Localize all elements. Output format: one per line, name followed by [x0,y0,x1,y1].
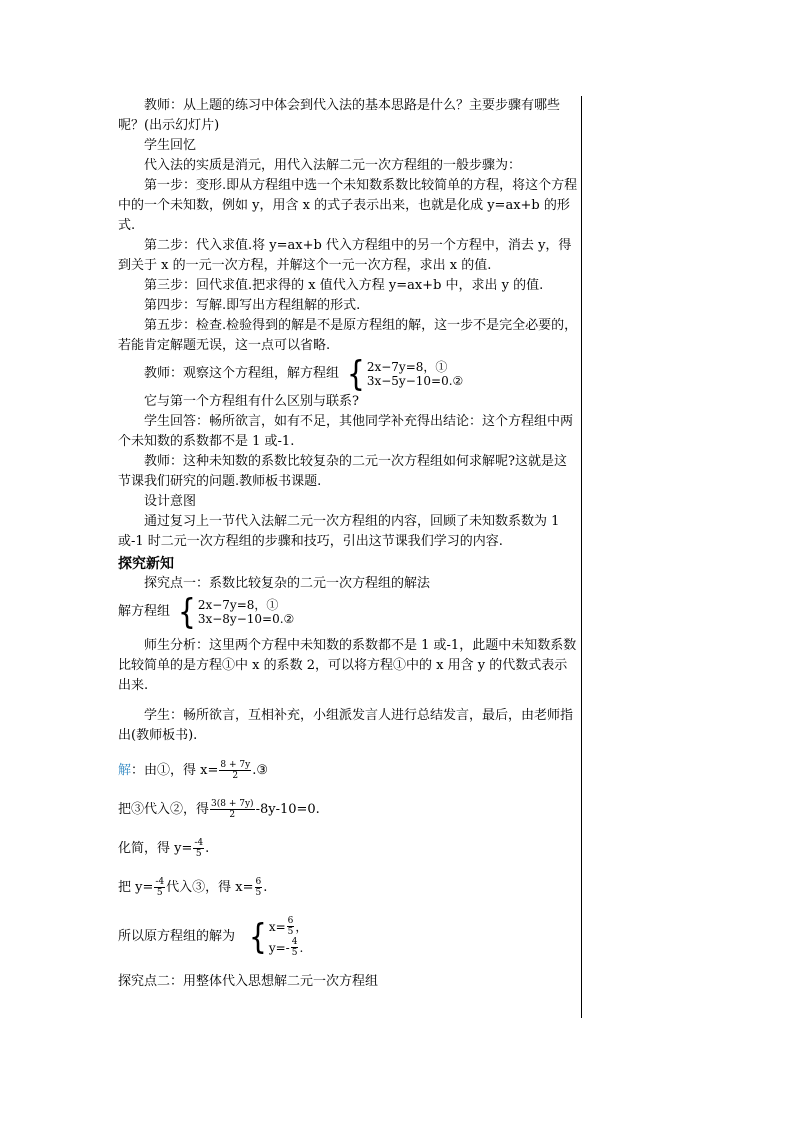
fraction-denominator: 2 [229,810,236,820]
fraction [193,838,204,859]
step-one: 第一步：变形.即从方程组中选一个未知数系数比较简单的方程，将这个方程中的一个未知数，例如 y，用含 x 的式子表示出来，也就是化成 y=ax+b 的形式. [118,178,578,233]
teacher-transition: 教师：这种未知数的系数比较复杂的二元一次方程组如何求解呢?这就是这节课我们研究的问题.教师板书课题. [118,454,567,489]
solution-step-2 [118,799,578,820]
system1-equation-1: 2x−7y=8，① [366,360,448,374]
solution-step-4-text: 把 y= [118,879,154,895]
section-heading: 探究新知 [118,556,174,572]
step-three: 第三步：回代求值.把求得的 x 值代入方程 y=ax+b 中，求出 y 的值. [144,278,544,293]
fraction [219,760,251,781]
final-solution-system [249,916,307,958]
step-five: 第五步：检查.检验得到的解是不是原方程组的解，这一步不是完全必要的，若能肯定解题无误，这一点可以省略. [118,318,578,353]
step-two: 第二步：代入求值.将 y=ax+b 代入方程组中的另一个方程中，消去 y，得到关于 x 的一元一次方程，并解这个一元一次方程，求出 x 的值. [118,238,572,273]
solution-step-1 [118,760,578,781]
fraction [210,799,255,820]
solution-final [118,916,578,958]
solution-step-3-end: . [205,840,210,856]
fraction-numerator: 8 + 7y [220,760,251,770]
solution-step-3 [118,838,578,859]
exploration-point-one: 探究点一：系数比较复杂的二元一次方程组的解法 [144,576,431,591]
fraction-numerator: 6 [287,916,294,926]
system2-equation-2: 3x−8y−10=0.② [197,612,295,626]
teacher-observe-text: 教师：观察这个方程组，解方程组 [144,366,340,381]
teacher-equation-row [118,352,578,394]
student-discussion: 学生：畅所欲言，互相补充，小组派发言人进行总结发言，最后，由老师指出(教师板书). [118,708,574,743]
method-intro: 代入法的实质是消元，用代入法解二元一次方程组的一般步骤为： [144,158,522,173]
solution-label: 解 [118,762,132,778]
solution-y-end: . [299,940,304,955]
solution-step-4-mid: 代入③，得 x= [166,879,254,895]
solution-x-label: x= [268,919,286,934]
lesson-document [118,96,578,992]
equation-system-2 [178,590,295,632]
fraction-denominator: 5 [287,927,294,937]
teacher-question: 教师：从上题的练习中体会到代入法的基本思路是什么？主要步骤有哪些呢？(出示幻灯片) [118,98,561,133]
step-four: 第四步：写解.即写出方程组解的形式. [144,298,361,313]
fraction-numerator: 6 [255,877,262,887]
student-answer: 学生回答：畅所欲言，如有不足，其他同学补充得出结论：这个方程组中两个未知数的系数都不是 1 或-1. [118,414,574,449]
fraction-denominator: 5 [291,948,298,958]
solution-step-2-text: 把③代入②，得 [118,801,210,817]
system2-equation-1: 2x−7y=8，① [197,598,279,612]
equation-system-1 [347,352,464,394]
left-brace-icon: { [249,915,267,957]
solution-step-4-end: . [263,879,268,895]
fraction-numerator: 4 [291,937,298,947]
solution-step-3-text: 化简，得 y= [118,840,193,856]
fraction-denominator: 5 [255,888,262,898]
design-intent-text: 通过复习上一节代入法解二元一次方程组的内容，回顾了未知数系数为 1 或-1 时二元一次方程组的步骤和技巧，引出这节课我们学习的内容. [118,514,560,549]
solution-y-label: y=- [268,940,290,955]
fraction [287,916,295,937]
fraction-numerator: -4 [194,838,204,848]
solution-step-1-end: .③ [252,762,268,778]
analysis-text: 师生分析：这里两个方程中未知数的系数都不是 1 或-1，此题中未知数系数比较简单的是方程①中 x 的系数 2，可以将方程①中的 x 用含 y 的代数式表示出来. [118,638,577,693]
student-recall-label: 学生回忆 [144,138,197,153]
final-solution-text: 所以原方程组的解为 [118,929,236,944]
solution-x-end: ， [295,919,308,934]
solution-step-1-text: ：由①，得 x= [131,762,219,778]
difference-question: 它与第一个方程组有什么区别与联系? [144,394,359,409]
fraction-denominator: 2 [232,771,239,781]
left-brace-icon: { [347,352,365,394]
fraction [255,877,263,898]
solution-step-2-end: -8y-10=0. [255,801,320,817]
fraction-numerator: -4 [155,877,165,887]
fraction [154,877,165,898]
fraction-denominator: 5 [156,888,163,898]
fraction-denominator: 5 [195,849,202,859]
fraction [291,937,299,958]
fraction-numerator: 3(8 + 7y) [211,799,254,809]
left-brace-icon: { [178,590,196,632]
solve-system-row [118,590,578,632]
solution-step-4 [118,877,578,898]
design-intent-label: 设计意图 [144,494,197,509]
exploration-point-two: 探究点二：用整体代入思想解二元一次方程组 [118,974,379,989]
system1-equation-2: 3x−5y−10=0.② [366,374,464,388]
solve-system-label: 解方程组 [118,604,171,619]
table-cell-border [581,96,582,1018]
